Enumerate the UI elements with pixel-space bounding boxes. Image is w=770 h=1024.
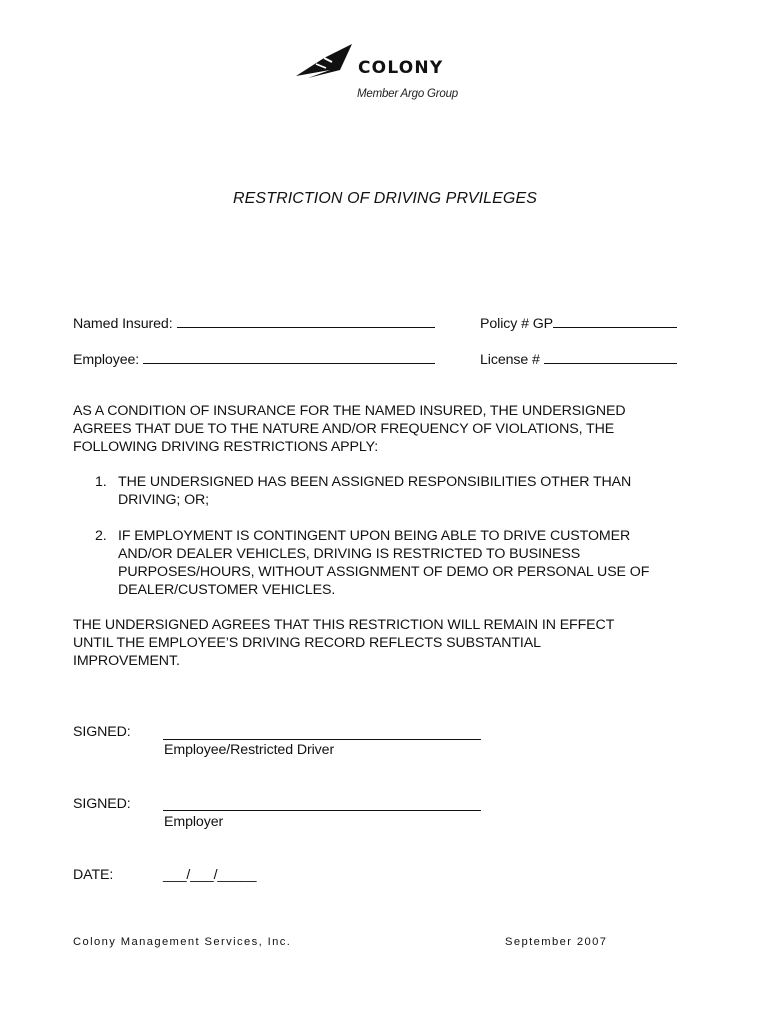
paragraph-line: AGREES THAT DUE TO THE NATURE AND/OR FREQUENCY OF VIOLATIONS, THE (73, 421, 615, 437)
policy-field[interactable] (480, 313, 677, 333)
restriction-line: IF EMPLOYMENT IS CONTINGENT UPON BEING ABLE TO DRIVE CUSTOMER (118, 528, 631, 544)
employee-line[interactable] (143, 349, 435, 364)
signed-label: SIGNED: (73, 796, 131, 812)
agreement-paragraph (73, 616, 614, 670)
paragraph-line: THE UNDERSIGNED AGREES THAT THIS RESTRICTION WILL REMAIN IN EFFECT (73, 617, 615, 633)
named-insured-field[interactable] (73, 313, 435, 333)
paragraph-line: AS A CONDITION OF INSURANCE FOR THE NAMED INSURED, THE UNDERSIGNED (73, 403, 626, 419)
signed-label: SIGNED: (73, 724, 131, 740)
brand-name: COLONY (358, 58, 444, 78)
restriction-line: AND/OR DEALER VEHICLES, DRIVING IS RESTRICTED TO BUSINESS (118, 546, 581, 562)
employee-signature-line[interactable] (163, 739, 481, 740)
policy-line[interactable] (553, 313, 677, 328)
list-number: 1. (95, 474, 107, 490)
policy-label: Policy # GP (480, 316, 554, 332)
named-insured-line[interactable] (177, 313, 435, 328)
employer-signature-line[interactable] (163, 810, 481, 811)
restriction-line: PURPOSES/HOURS, WITHOUT ASSIGNMENT OF DEMO OR PERSONAL USE OF (118, 564, 650, 580)
date-field[interactable]: ___/___/_____ (163, 867, 257, 883)
restriction-text (118, 473, 631, 509)
license-field[interactable] (480, 349, 677, 369)
document-title: RESTRICTION OF DRIVING PRVILEGES (233, 190, 537, 207)
employee-field[interactable] (73, 349, 435, 369)
paragraph-line: IMPROVEMENT. (73, 653, 180, 669)
restriction-line: DRIVING; OR; (118, 492, 210, 508)
license-line[interactable] (544, 349, 677, 364)
named-insured-label: Named Insured: (73, 316, 173, 332)
restriction-line: DEALER/CUSTOMER VEHICLES. (118, 582, 336, 598)
list-number: 2. (95, 528, 107, 544)
paragraph-line: UNTIL THE EMPLOYEE’S DRIVING RECORD REFLECTS SUBSTANTIAL (73, 635, 541, 651)
colony-logo-icon (296, 44, 356, 80)
restriction-text (118, 527, 649, 599)
restriction-line: THE UNDERSIGNED HAS BEEN ASSIGNED RESPONSIBILITIES OTHER THAN (118, 474, 632, 490)
employee-signature-caption: Employee/Restricted Driver (164, 742, 335, 758)
footer-date: September 2007 (505, 936, 608, 948)
employer-signature-caption: Employer (164, 814, 224, 830)
brand-tagline: Member Argo Group (357, 88, 458, 100)
condition-paragraph (73, 402, 626, 456)
license-label: License # (480, 352, 540, 368)
date-label: DATE: (73, 867, 114, 883)
employee-label: Employee: (73, 352, 140, 368)
paragraph-line: FOLLOWING DRIVING RESTRICTIONS APPLY: (73, 439, 379, 455)
footer-company: Colony Management Services, Inc. (73, 936, 292, 948)
